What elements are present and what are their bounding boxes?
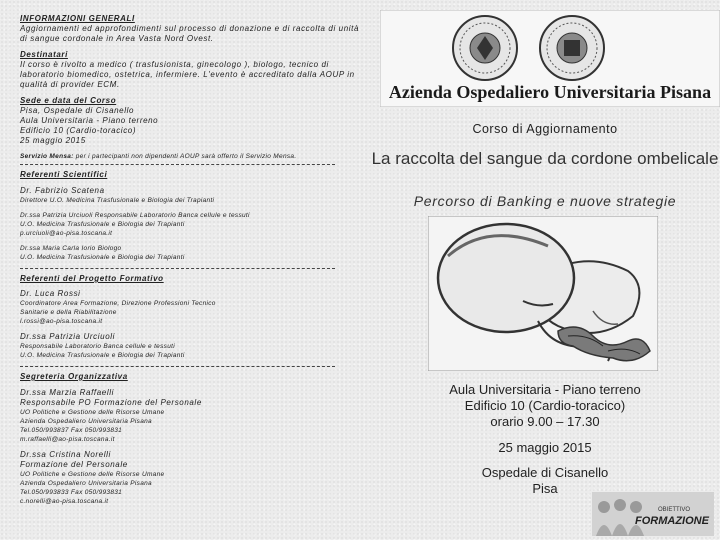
contact-lines: U.O. Medicina Trasfusionale e Biologia dei Trapianti p.urciuoli@ao-pisa.toscana.it: [20, 221, 185, 237]
contact-name: Dr.ssa Patrizia Urciuoli: [20, 332, 116, 341]
right-column: [370, 0, 720, 540]
contact-details: UO Politiche e Gestione delle Risorse Umane Azienda Ospedaliero Universitaria Pisana Tel.050/993837 Fax 050/993831 m.raffaelli@ao-pisa.toscana.it: [20, 409, 165, 443]
scientific-heading: Referenti Scientifici: [20, 170, 108, 179]
project-contacts-section: [20, 274, 365, 360]
venue-section: [20, 96, 365, 146]
audience-section: [20, 50, 365, 90]
contact-rossi: [20, 289, 365, 326]
contact-urciuoli: [20, 211, 365, 238]
contact-name: Dr.ssa Patrizia Urciuoli Responsabile Laboratorio Banca cellule e tessuti: [20, 212, 250, 219]
contact-lines: Dr.ssa Cristina Norelli Formazione del Personale: [20, 450, 128, 469]
contact-lines: Dr.ssa Marzia Raffaelli Responsabile PO Formazione del Personale: [20, 388, 202, 407]
hospital-logo: [380, 10, 720, 107]
seal-right-icon: [540, 16, 604, 80]
location-info: [370, 382, 720, 430]
contact-role: Direttore U.O. Medicina Trasfusionale e Biologia dei Trapianti: [20, 197, 215, 204]
contact-name: Dr.ssa Maria Carla Iorio Biologo: [20, 245, 122, 252]
mensa-text: per i partecipanti non dipendenti AOUP sarà offerto il Servizio Mensa.: [73, 153, 297, 160]
scientific-contacts-section: [20, 170, 365, 262]
contact-lines: Responsabile Laboratorio Banca cellule e tessuti U.O. Medicina Trasfusionale e Biologia dei Trapianti: [20, 343, 185, 359]
course-label: Corso di Aggiornamento: [472, 122, 618, 136]
secretariat-heading: Segreteria Organizzativa: [20, 372, 128, 381]
venue-heading: Sede e data del Corso: [20, 96, 117, 105]
secretariat-section: [20, 372, 365, 506]
place-lines: Ospedale di Cisanello Pisa: [481, 465, 609, 496]
contact-raffaelli: [20, 388, 365, 444]
project-heading: Referenti del Progetto Formativo: [20, 274, 164, 283]
contact-urciuoli-2: [20, 332, 365, 360]
newborn-illustration: [428, 216, 658, 371]
contact-iorio: [20, 244, 365, 262]
divider: [20, 268, 335, 269]
seal-left-icon: [453, 16, 517, 80]
contact-details: UO Politiche e Gestione delle Risorse Umane Azienda Ospedaliero Universitaria Pisana Tel.050/993833 Fax 050/993831 c.norelli@ao-pisa.toscana.it: [20, 471, 165, 505]
audience-heading: Destinatari: [20, 50, 68, 59]
location-lines: Aula Universitaria - Piano terreno Edificio 10 (Cardio-toracico) orario 9.00 – 17.30: [449, 382, 641, 429]
venue-lines: Pisa, Ospedale di Cisanello Aula Universitaria - Piano terreno Edificio 10 (Cardio-toracico) 25 maggio 2015: [20, 106, 159, 145]
logo-text: Azienda Ospedaliero Universitaria Pisana: [388, 82, 712, 102]
general-info-text: Aggiornamenti ed approfondimenti sul processo di donazione e di raccolta di unità di sangue cordonale in Area Vasta Nord Ovest.: [20, 24, 360, 43]
contact-norelli: [20, 450, 365, 506]
mensa-label: Servizio Mensa:: [20, 153, 74, 160]
general-info-section: [20, 14, 365, 44]
event-date: 25 maggio 2015: [498, 440, 592, 455]
left-column: [20, 14, 365, 512]
event-subtitle: Percorso di Banking e nuove strategie: [413, 193, 677, 209]
contact-name: Dr. Luca Rossi: [20, 289, 81, 298]
contact-role: U.O. Medicina Trasfusionale e Biologia dei Trapianti: [20, 254, 185, 261]
mensa-note: [20, 152, 365, 161]
general-info-heading: INFORMAZIONI GENERALI: [20, 14, 135, 23]
formazione-big-text: FORMAZIONE: [635, 515, 709, 527]
contact-lines: Coordinatore Area Formazione, Direzione Professioni Tecnico Sanitarie e della Riabilitazione l.rossi@ao-pisa.toscana.it: [20, 300, 216, 325]
event-title: La raccolta del sangue da cordone ombelicale: [371, 149, 719, 168]
contact-name: Dr. Fabrizio Scatena: [20, 186, 105, 195]
divider: [20, 164, 335, 165]
divider: [20, 366, 335, 367]
formazione-logo: [592, 492, 714, 536]
formazione-small-text: OBIETTIVO: [657, 507, 691, 513]
audience-text: Il corso è rivolto a medico ( trasfusionista, ginecologo ), biologo, tecnico di laboratorio biomedico, ostetrica, infermiere. L'evento è accreditato dalla AOUP in qualità di provider ECM.: [20, 60, 355, 89]
contact-scatena: [20, 186, 365, 205]
